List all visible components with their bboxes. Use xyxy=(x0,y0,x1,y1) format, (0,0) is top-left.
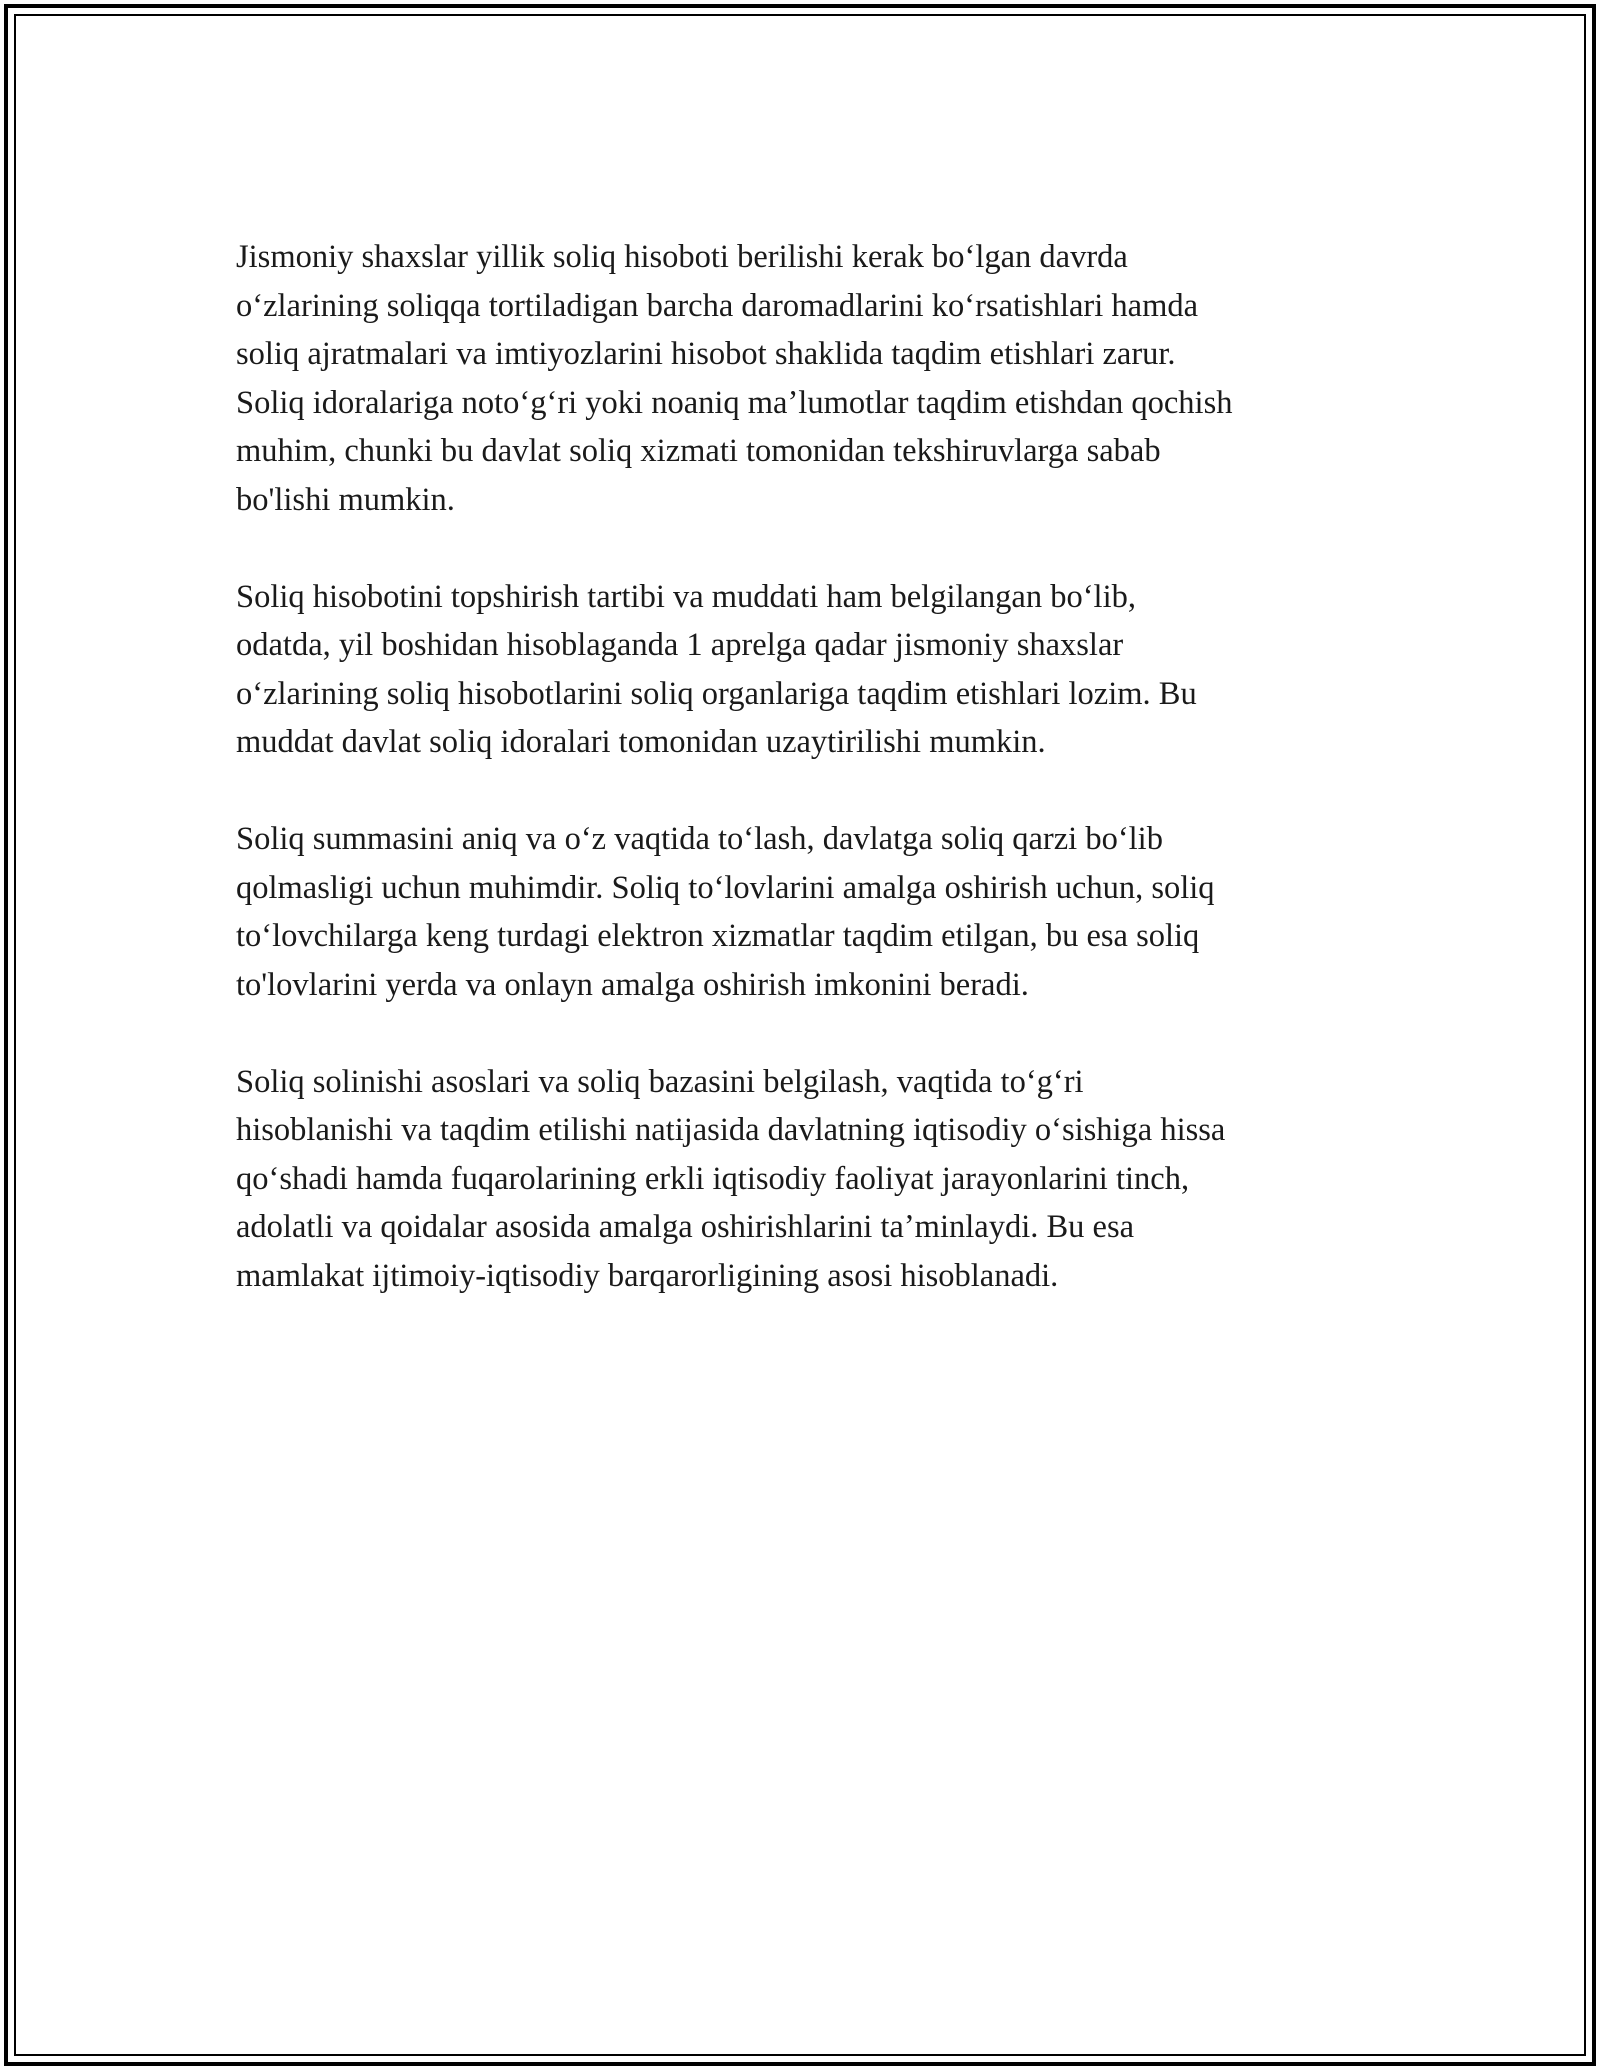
paragraph-4: Soliq solinishi asoslari va soliq bazasini belgilash, vaqtida toʻgʻri hisoblanishi va taqdim etilishi natijasida davlatning iqtisodiy oʻsishiga hissa qoʻshadi hamda fuqarolarining erkli iqtisodiy faoliyat jarayonlarini tinch, adolatli va qoidalar asosida amalga oshirishlarini taʼminlaydi. Bu esa mamlakat ijtimoiy-iqtisodiy barqarorligining asosi hisoblanadi. xyxy=(236,1063,1226,1294)
paragraph-1: Jismoniy shaxslar yillik soliq hisoboti berilishi kerak boʻlgan davrda oʻzlarining soliqqa tortiladigan barcha daromadlarini koʻrsatishlari hamda soliq ajratmalari va imtiyozlarini hisobot shaklida taqdim etishlari zarur. Soliq idoralariga notoʻgʻri yoki noaniq maʼlumotlar taqdim etishdan qochish muhim, chunki bu davlat soliq xizmati tomonidan tekshiruvlarga sabab bo'lishi mumkin. xyxy=(236,239,1233,518)
paragraph-2: Soliq hisobotini topshirish tartibi va muddati ham belgilangan boʻlib, odatda, yil boshidan hisoblaganda 1 aprelga qadar jismoniy shaxslar oʻzlarining soliq hisobotlarini soliq organlariga taqdim etishlari lozim. Bu muddat davlat soliq idoralari tomonidan uzaytirilishi mumkin. xyxy=(236,578,1197,760)
paragraph-3: Soliq summasini aniq va oʻz vaqtida toʻlash, davlatga soliq qarzi boʻlib qolmasligi uchun muhimdir. Soliq toʻlovlarini amalga oshirish uchun, soliq toʻlovchilarga keng turdagi elektron xizmatlar taqdim etilgan, bu esa soliq to'lovlarini yerda va onlayn amalga oshirish imkonini beradi. xyxy=(236,821,1215,1003)
document-body xyxy=(236,233,1376,1349)
